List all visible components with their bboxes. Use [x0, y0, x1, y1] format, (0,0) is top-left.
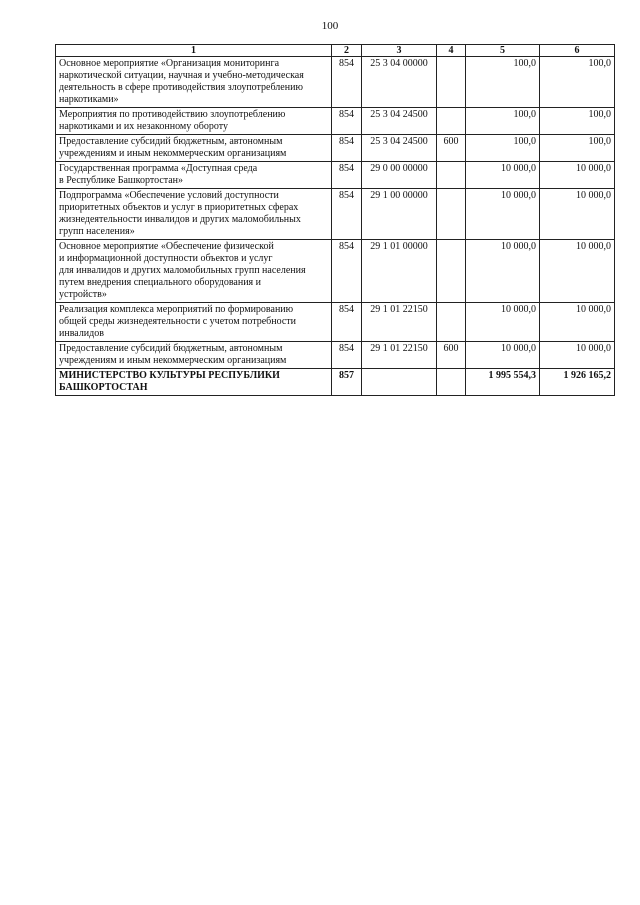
amount-year1-cell: 10 000,0 [466, 303, 540, 342]
article-code-cell: 29 1 01 22150 [362, 303, 437, 342]
amount-year1-cell: 100,0 [466, 57, 540, 108]
column-header: 2 [332, 45, 362, 57]
article-code-cell: 29 1 01 00000 [362, 240, 437, 303]
amount-year1-cell: 10 000,0 [466, 342, 540, 369]
row-name-cell: Предоставление субсидий бюджетным, автономным учреждениям и иным некоммерческим организациям [56, 135, 332, 162]
row-name-cell: Предоставление субсидий бюджетным, автономным учреждениям и иным некоммерческим организациям [56, 342, 332, 369]
column-header: 4 [437, 45, 466, 57]
ministry-code-cell: 854 [332, 240, 362, 303]
amount-year2-cell: 100,0 [540, 135, 615, 162]
column-header: 1 [56, 45, 332, 57]
amount-year1-cell: 10 000,0 [466, 189, 540, 240]
article-code-cell: 25 3 04 24500 [362, 135, 437, 162]
article-code-cell: 29 0 00 00000 [362, 162, 437, 189]
expense-type-cell [437, 162, 466, 189]
expense-type-cell [437, 189, 466, 240]
amount-year2-cell: 1 926 165,2 [540, 369, 615, 396]
table-header-row [56, 45, 615, 57]
ministry-code-cell: 854 [332, 108, 362, 135]
amount-year1-cell: 100,0 [466, 108, 540, 135]
amount-year2-cell: 10 000,0 [540, 189, 615, 240]
expense-type-cell [437, 369, 466, 396]
row-name-cell: Основное мероприятие «Организация мониторинга наркотической ситуации, научная и учебно-методическая деятельность в сфере противодействия злоупотреблению наркотиками» [56, 57, 332, 108]
article-code-cell: 25 3 04 24500 [362, 108, 437, 135]
row-name-cell: Подпрограмма «Обеспечение условий доступности приоритетных объектов и услуг в приоритетных сферах жизнедеятельности инвалидов и других маломобильных групп населения» [56, 189, 332, 240]
article-code-cell: 29 1 00 00000 [362, 189, 437, 240]
ministry-code-cell: 854 [332, 303, 362, 342]
expense-type-cell [437, 57, 466, 108]
amount-year2-cell: 10 000,0 [540, 303, 615, 342]
row-name-cell: Государственная программа «Доступная среда в Республике Башкортостан» [56, 162, 332, 189]
table-row [56, 342, 615, 369]
table-row-total [56, 369, 615, 396]
page-number: 100 [321, 20, 339, 32]
table-row [56, 57, 615, 108]
ministry-code-cell: 857 [332, 369, 362, 396]
expense-type-cell [437, 240, 466, 303]
article-code-cell: 29 1 01 22150 [362, 342, 437, 369]
amount-year2-cell: 10 000,0 [540, 240, 615, 303]
amount-year1-cell: 10 000,0 [466, 240, 540, 303]
expense-type-cell: 600 [437, 342, 466, 369]
column-header: 6 [540, 45, 615, 57]
row-name-cell: МИНИСТЕРСТВО КУЛЬТУРЫ РЕСПУБЛИКИ БАШКОРТОСТАН [56, 369, 332, 396]
table-body [56, 57, 615, 396]
article-code-cell: 25 3 04 00000 [362, 57, 437, 108]
budget-table [55, 44, 615, 396]
ministry-code-cell: 854 [332, 342, 362, 369]
amount-year2-cell: 100,0 [540, 57, 615, 108]
row-name-cell: Мероприятия по противодействию злоупотреблению наркотиками и их незаконному обороту [56, 108, 332, 135]
table-row [56, 303, 615, 342]
amount-year1-cell: 10 000,0 [466, 162, 540, 189]
amount-year2-cell: 10 000,0 [540, 342, 615, 369]
table-row [56, 108, 615, 135]
column-header: 5 [466, 45, 540, 57]
ministry-code-cell: 854 [332, 162, 362, 189]
expense-type-cell [437, 108, 466, 135]
amount-year1-cell: 1 995 554,3 [466, 369, 540, 396]
table-row [56, 135, 615, 162]
ministry-code-cell: 854 [332, 135, 362, 162]
expense-type-cell [437, 303, 466, 342]
ministry-code-cell: 854 [332, 57, 362, 108]
table-row [56, 162, 615, 189]
table-row [56, 240, 615, 303]
table-row [56, 189, 615, 240]
ministry-code-cell: 854 [332, 189, 362, 240]
amount-year1-cell: 100,0 [466, 135, 540, 162]
row-name-cell: Реализация комплекса мероприятий по формированию общей среды жизнедеятельности с учетом потребности инвалидов [56, 303, 332, 342]
column-header: 3 [362, 45, 437, 57]
article-code-cell [362, 369, 437, 396]
amount-year2-cell: 100,0 [540, 108, 615, 135]
row-name-cell: Основное мероприятие «Обеспечение физической и информационной доступности объектов и услуг для инвалидов и других маломобильных групп населения путем внедрения специального оборудования и устройств» [56, 240, 332, 303]
expense-type-cell: 600 [437, 135, 466, 162]
amount-year2-cell: 10 000,0 [540, 162, 615, 189]
